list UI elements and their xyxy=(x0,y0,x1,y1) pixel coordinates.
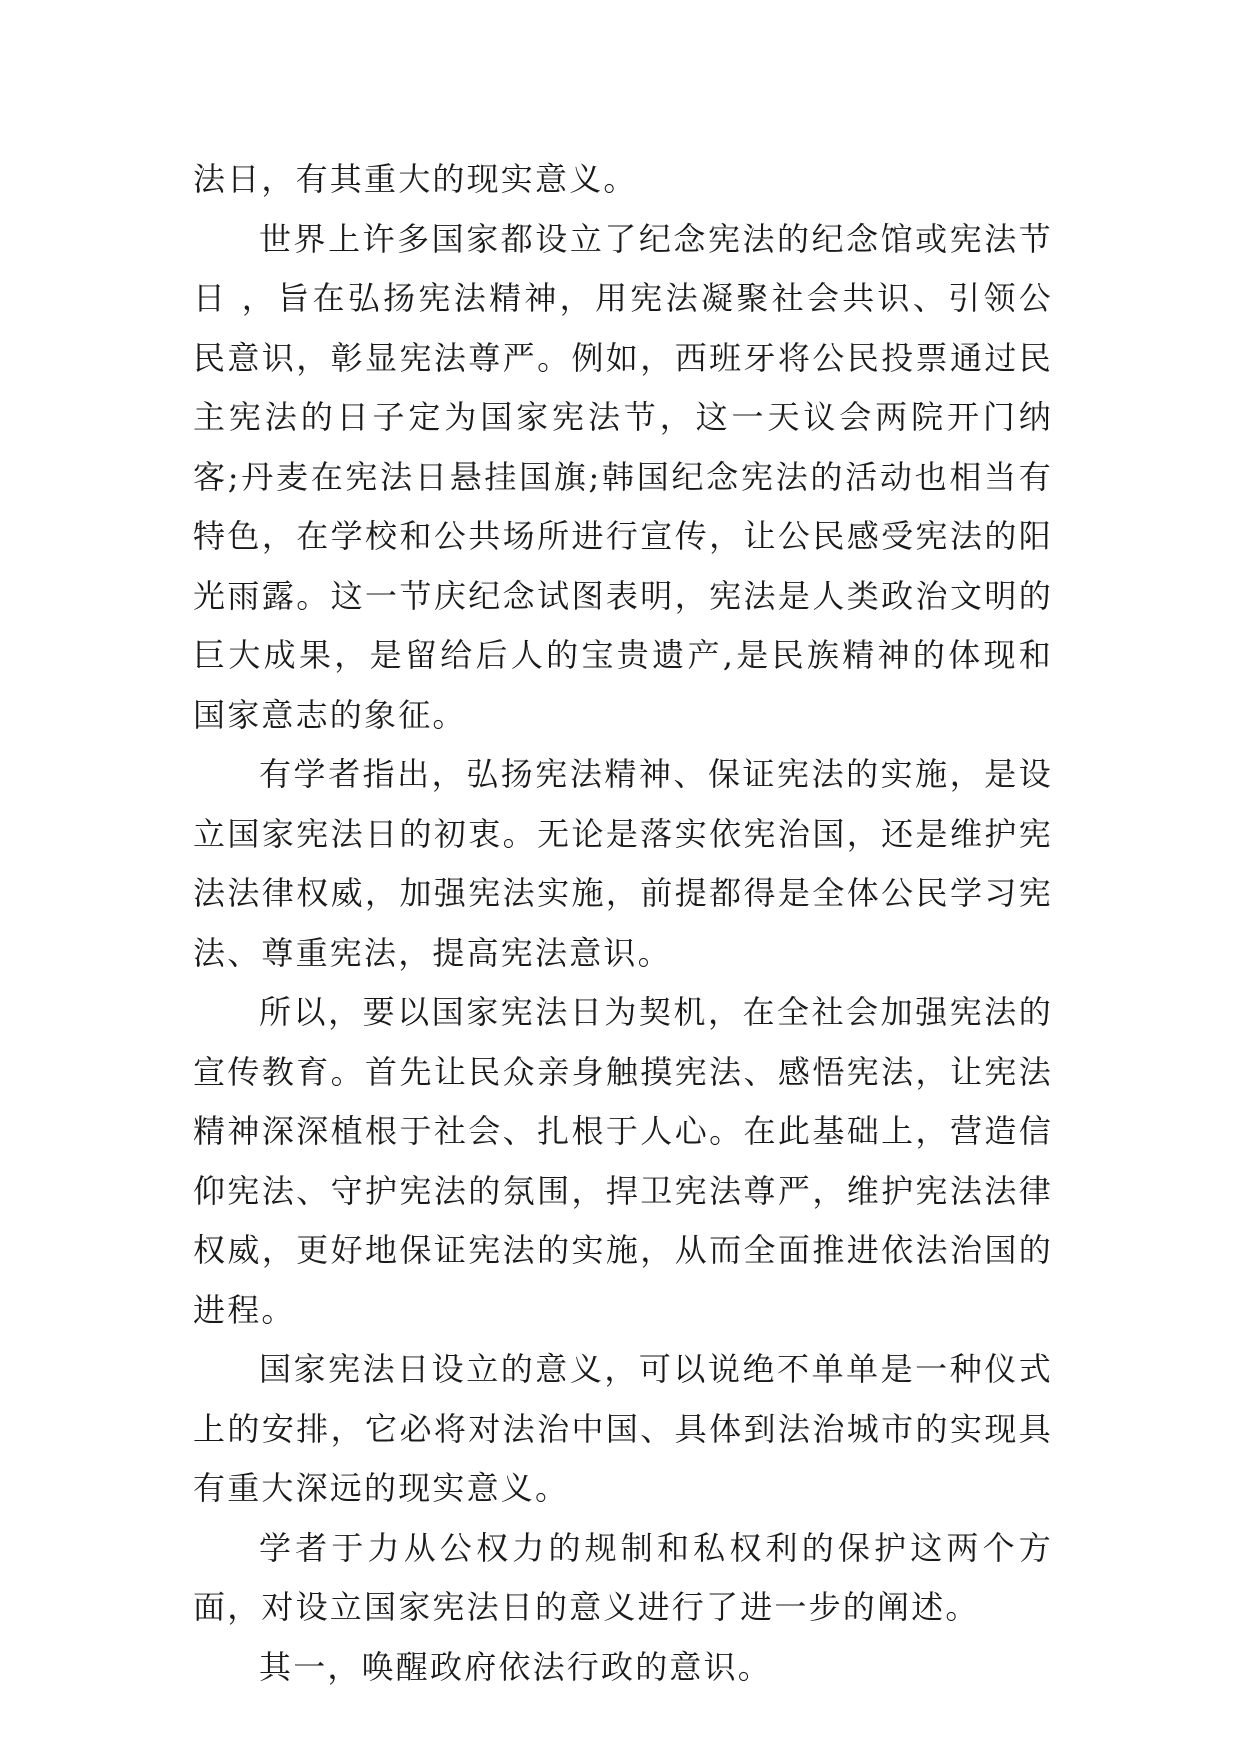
paragraph-publicity-education: 所以，要以国家宪法日为契机，在全社会加强宪法的宣传教育。首先让民众亲身触摸宪法、感悟宪法，让宪法精神深深植根于社会、扎根于人心。在此基础上，营造信仰宪法、守护宪法的氛围，捍卫宪法尊严，维护宪法法律权威，更好地保证宪法的实施，从而全面推进依法治国的进程。 xyxy=(193,993,1053,1329)
document-body xyxy=(193,150,1053,1697)
paragraph-continuation: 法日，有其重大的现实意义。 xyxy=(193,160,638,198)
paragraph-point-one: 其一，唤醒政府依法行政的意识。 xyxy=(259,1647,773,1686)
paragraph-scholar-view: 有学者指出，弘扬宪法精神、保证宪法的实施，是设立国家宪法日的初衷。无论是落实依宪治国，还是维护宪法法律权威，加强宪法实施，前提都得是全体公民学习宪法、尊重宪法，提高宪法意识。 xyxy=(193,755,1053,972)
paragraph-significance: 国家宪法日设立的意义，可以说绝不单单是一种仪式上的安排，它必将对法治中国、具体到法治城市的实现具有重大深远的现实意义。 xyxy=(193,1350,1053,1507)
paragraph-constitution-days-worldwide: 世界上许多国家都设立了纪念宪法的纪念馆或宪法节日 ，旨在弘扬宪法精神，用宪法凝聚社会共识、引领公民意识，彰显宪法尊严。例如，西班牙将公民投票通过民主宪法的日子定为国家宪法节，这一天议会两院开门纳客;丹麦在宪法日悬挂国旗;韩国纪念宪法的活动也相当有特色，在学校和公共场所进行宣传，让公民感受宪法的阳光雨露。这一节庆纪念试图表明，宪法是人类政治文明的巨大成果，是留给后人的宝贵遗产,是民族精神的体现和国家意志的象征。 xyxy=(193,219,1053,734)
paragraph-two-aspects: 学者于力从公权力的规制和私权利的保护这两个方面，对设立国家宪法日的意义进行了进一步的阐述。 xyxy=(193,1528,1053,1626)
